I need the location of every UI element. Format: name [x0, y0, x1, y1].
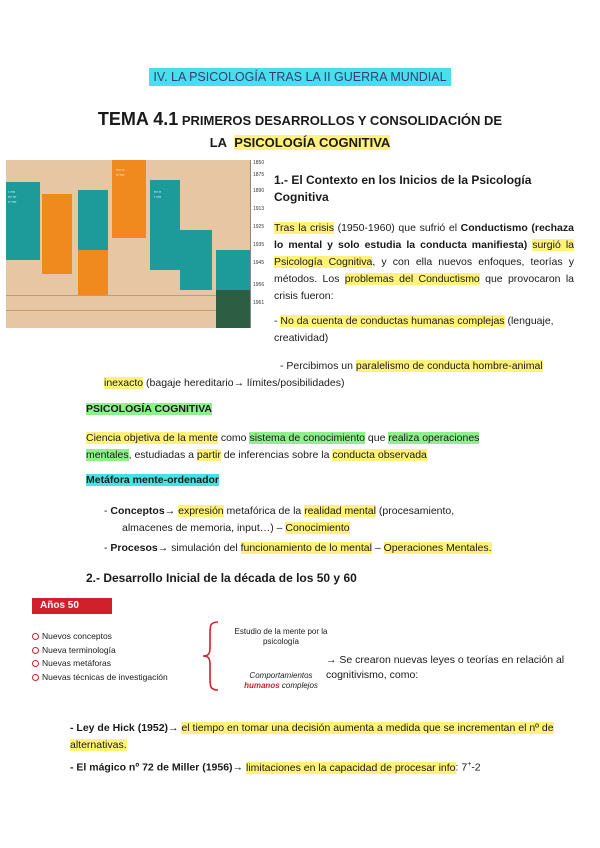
text-highlight: el tiempo en tomar una decisión aumenta a medida que se incrementan el nº de alternativas. [70, 722, 554, 751]
psicologia-cognitiva-label [86, 403, 212, 415]
text-run: - [104, 505, 111, 517]
text-highlight: inexacto [104, 377, 144, 389]
section-1-paragraph [274, 220, 574, 305]
text-bold: - Ley de Hick (1952) [70, 722, 169, 734]
text-run: → [232, 761, 246, 774]
list-item-label: Nuevas técnicas de investigación [42, 671, 168, 682]
text-run: → [164, 505, 179, 517]
bullet-icon [32, 633, 39, 640]
text-highlight: limitaciones en la capacidad de procesar info [245, 761, 456, 774]
timeline-chart [6, 160, 266, 328]
timeline-box [216, 250, 250, 290]
anos-50-badge: Años 50 [32, 598, 112, 614]
text-highlight: expresión [178, 505, 224, 517]
text-run: (1950-1960) que sufrió el [333, 222, 461, 234]
text-highlight: Tras la crisis [274, 222, 334, 234]
tema-number: TEMA 4.1 [97, 109, 179, 129]
timeline-year: 1956 [253, 282, 265, 288]
text-run: - [274, 315, 281, 327]
text-run: (lenguaje, creatividad) [274, 315, 554, 344]
list-item-label: Nueva terminología [42, 644, 116, 655]
bullet-icon [32, 660, 39, 667]
procesos-item [104, 540, 564, 557]
text-highlight: problemas del Conductismo [344, 273, 480, 285]
timeline-box [216, 290, 250, 328]
timeline-year: 1945 [253, 260, 265, 266]
timeline-year: 1961 [253, 300, 265, 306]
text-run: que provocaron la crisis fueron: [274, 273, 575, 302]
text-highlight: funcionamiento de lo mental [240, 542, 372, 554]
text-highlight: Conocimiento [285, 522, 350, 534]
comportamientos-text [226, 671, 336, 691]
text-run: → [168, 722, 182, 734]
crisis-bullet-1 [274, 313, 574, 347]
miller-item [70, 756, 560, 777]
text-run: : 7 [455, 761, 468, 774]
timeline-box [42, 194, 72, 274]
text-red: humanos [244, 681, 280, 690]
timeline-year: 1875 [253, 172, 265, 178]
new-laws-text: → Se crearon nuevas leyes o teorías en relación al cognitivismo, como: [326, 654, 565, 681]
conceptos-item [104, 503, 544, 537]
text-highlight-green: sistema de conocimiento [249, 432, 365, 444]
timeline-year: 1913 [253, 206, 265, 212]
text-bold: - El mágico nº 72 de Miller (1956) [70, 761, 233, 774]
timeline-years-axis [250, 160, 267, 328]
text-superscript: + [467, 761, 472, 768]
list-item [32, 644, 168, 658]
timeline-year: 1935 [253, 242, 265, 248]
text-run: – [371, 542, 384, 554]
section-1-title: 1.- El Contexto en los Inicios de la Psicología Cognitiva [274, 173, 532, 204]
list-item [32, 630, 168, 644]
timeline-box [78, 250, 108, 295]
bullet-icon [32, 647, 39, 654]
metafora-label [86, 474, 219, 486]
crisis-bullet-2 [104, 358, 574, 392]
list-item-label: Nuevos conceptos [42, 631, 112, 641]
bullet-icon [32, 674, 39, 681]
text-run: complejos [279, 681, 318, 690]
text-highlight: partir [196, 449, 221, 461]
psicologia-cognitiva-definition [86, 430, 526, 464]
text-highlight: Operaciones Mentales. [383, 542, 492, 554]
estudio-mente-text: Estudio de la mente por la psicología [234, 627, 328, 646]
timeline-year: 1850 [253, 160, 265, 166]
tema-title-line1: PRIMEROS DESARROLLOS Y CONSOLIDACIÓN DE [181, 113, 503, 128]
timeline-gridline [6, 310, 250, 311]
timeline-box [78, 190, 108, 250]
section-title-text: IV. LA PSICOLOGÍA TRAS LA II GUERRA MUNDIAL [149, 68, 450, 86]
anos-50-bullet-list [32, 630, 168, 684]
text-highlight: paralelismo de conducta hombre-animal [355, 360, 543, 372]
text-run: metafórica de la [223, 505, 305, 517]
list-item [32, 657, 168, 671]
text-run: (bagaje hereditario→ límites/posibilidades) [143, 377, 345, 389]
timeline-year: 1890 [253, 188, 265, 194]
text-highlight: realidad mental [304, 505, 376, 517]
timeline-box-text: ▪▪▪ ▪▪ ▪ ▪▪▪▪ [154, 190, 162, 199]
text-run: - [104, 542, 111, 554]
timeline-box [180, 230, 212, 290]
curly-brace-icon [200, 620, 224, 692]
text-run: almacenes de memoria, input…) – [122, 522, 286, 534]
tema-title-highlight: PSICOLOGÍA COGNITIVA [234, 135, 391, 150]
text-highlight-green: realiza operaciones mentales [86, 432, 480, 461]
timeline-year: 1925 [253, 224, 265, 230]
page-title [0, 108, 600, 154]
text-run: , estudiadas a [128, 449, 197, 461]
text-bold: Conceptos [110, 505, 165, 517]
text-run: , y con ella nuevos enfoques, teorías y métodos. Los [274, 256, 574, 285]
text-highlight: surgió la Psicología Cognitiva [274, 239, 574, 268]
list-item [32, 671, 168, 685]
text-run: - Percibimos un [280, 360, 356, 372]
section-2-title: 2.- Desarrollo Inicial de la década de los 50 y 60 [86, 571, 357, 585]
text-run: (procesamiento, [375, 505, 455, 517]
list-item-label: Nuevas metáforas [42, 658, 111, 668]
timeline-box-text: ▪ ▪▪▪▪ ▪▪▪ ▪▪▪ ▪▪ ▪▪▪▪ [8, 190, 17, 204]
text-highlight: Ciencia objetiva de la mente [86, 432, 218, 444]
label-highlight-cyan: Metáfora mente-ordenador [86, 474, 220, 486]
label-highlight: PSICOLOGÍA COGNITIVA [86, 403, 213, 415]
text-run: → simulación del [157, 542, 241, 554]
ley-hick-item [70, 720, 560, 754]
text-run: -2 [471, 761, 481, 774]
tema-title-prefix: LA [209, 135, 228, 150]
timeline-gridline [6, 295, 250, 296]
text-bold: Conductismo (rechaza lo mental y solo estudia la conducta manifiesta) [274, 222, 574, 251]
text-run: que [365, 432, 389, 444]
timeline-box-text: ▪▪▪▪ ▪▪ ▪▪ ▪▪▪▪ [116, 168, 125, 177]
text-run: de inferencias sobre la [220, 449, 333, 461]
text-run: como [217, 432, 250, 444]
text-bold: Procesos [110, 542, 158, 554]
text-run: Comportamientos [249, 671, 313, 680]
text-highlight: No da cuenta de conductas humanas complejas [280, 315, 505, 327]
section-title [0, 70, 600, 84]
text-highlight: conducta observada [332, 449, 427, 461]
